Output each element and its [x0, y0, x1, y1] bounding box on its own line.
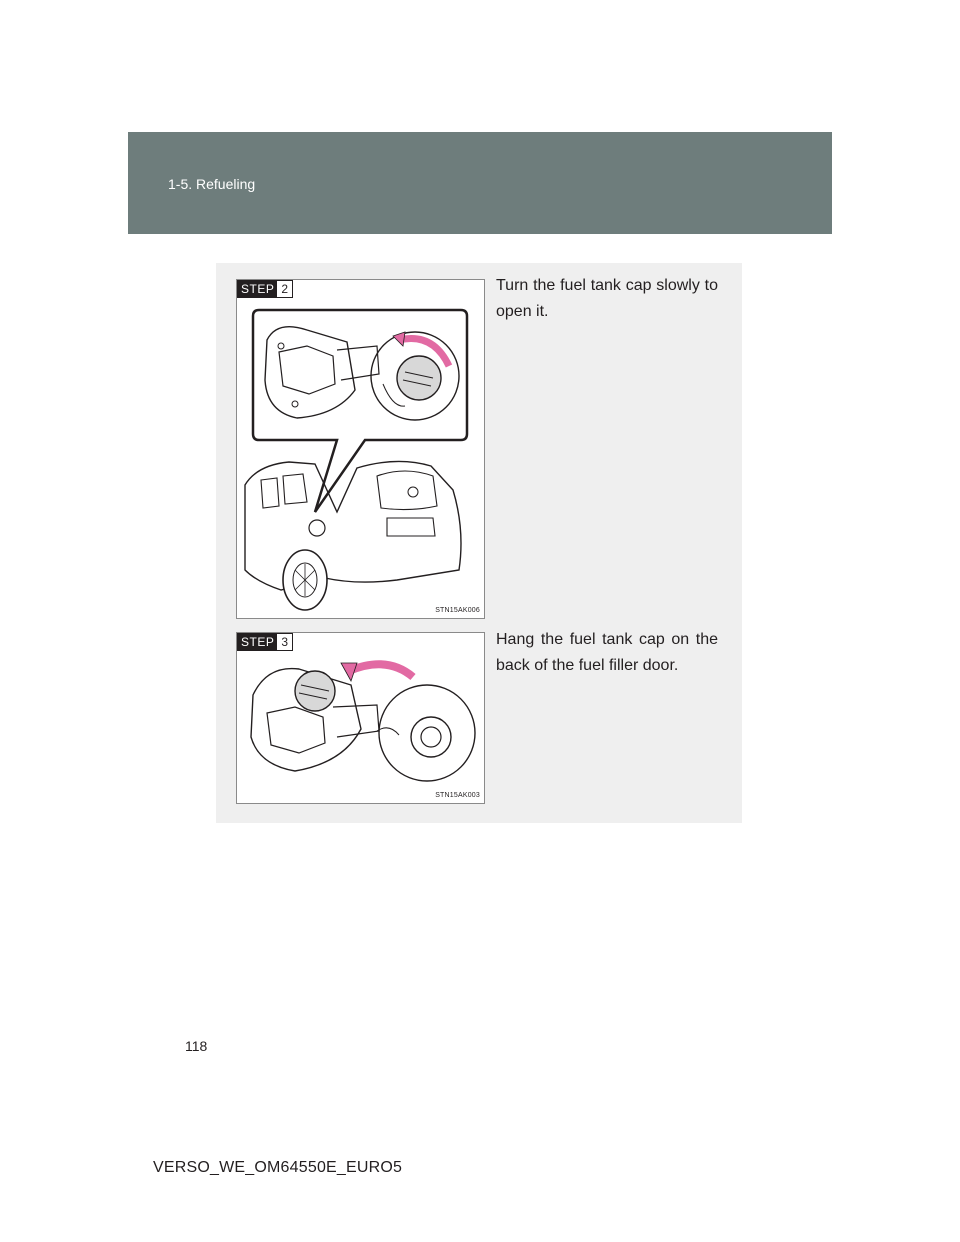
step-label: STEP: [238, 634, 277, 650]
step-3-figure: [236, 632, 485, 804]
step-2-figure: [236, 279, 485, 619]
figure-code: STN15AK006: [435, 607, 480, 614]
page-number: 118: [185, 1038, 208, 1054]
section-title: 1-5. Refueling: [168, 176, 256, 192]
document-id: VERSO_WE_OM64550E_EURO5: [153, 1159, 403, 1176]
step-3-instruction: Hang the fuel tank cap on the back of the fuel filler door.: [496, 631, 718, 674]
step-label: STEP: [238, 281, 277, 297]
fuel-cap-hang-illustration: [237, 633, 484, 803]
fuel-cap-open-illustration: [237, 280, 484, 618]
step-2-instruction: Turn the fuel tank cap slowly to open it.: [496, 277, 718, 320]
step-number: 3: [277, 634, 292, 650]
header-band: [128, 132, 832, 234]
step-number: 2: [277, 281, 292, 297]
instruction-panel: [216, 263, 742, 823]
figure-code: STN15AK003: [435, 792, 480, 799]
step-2-badge: [237, 280, 293, 298]
step-3-badge: [237, 633, 293, 651]
